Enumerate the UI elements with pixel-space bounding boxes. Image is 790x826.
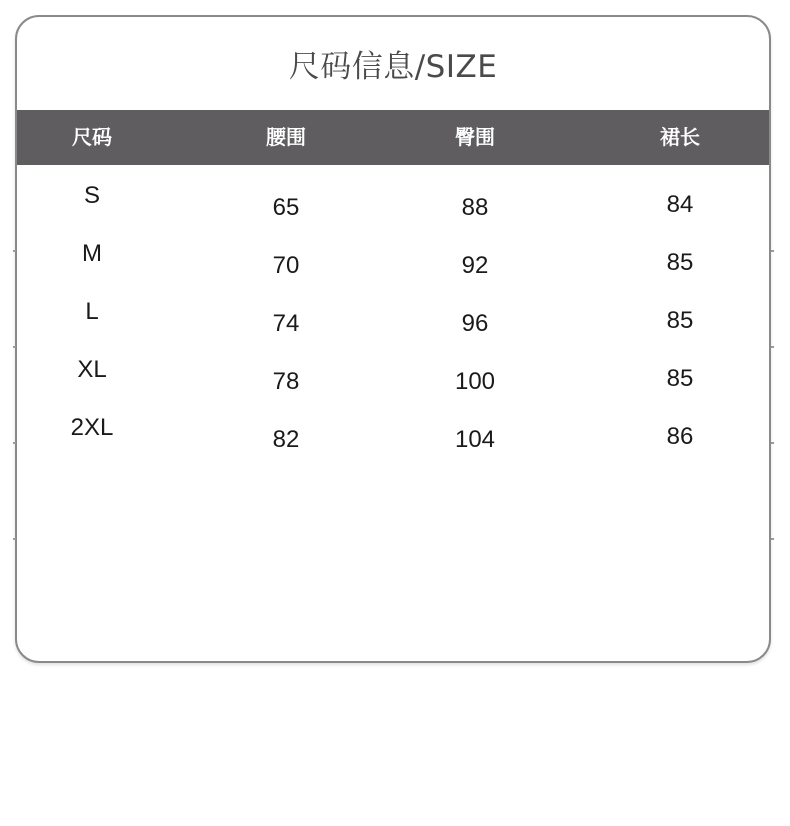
cell-size: S [83, 182, 100, 209]
cell-size: XL [77, 356, 107, 383]
cell-waist: 78 [272, 368, 300, 395]
table-row [17, 240, 769, 298]
edge-tick-mark [13, 442, 16, 444]
edge-tick-mark [771, 250, 774, 252]
edge-tick-mark [771, 346, 774, 348]
table-header-row [17, 110, 769, 165]
table-row [17, 182, 769, 240]
cell-hip: 104 [454, 426, 496, 453]
table-row [17, 298, 769, 356]
cell-size: L [85, 298, 99, 325]
cell-size: 2XL [70, 414, 114, 441]
cell-hip: 100 [454, 368, 496, 395]
cell-length: 85 [666, 249, 694, 276]
edge-tick-mark [771, 442, 774, 444]
column-header-hip: 臀围 [455, 125, 495, 149]
table-row [17, 414, 769, 472]
edge-tick-mark [13, 346, 16, 348]
size-chart-card [15, 15, 771, 663]
edge-tick-mark [13, 250, 16, 252]
cell-length: 85 [666, 307, 694, 334]
table-row [17, 356, 769, 414]
column-header-waist: 腰围 [266, 125, 306, 149]
cell-hip: 92 [461, 252, 489, 279]
cell-waist: 74 [272, 310, 300, 337]
cell-length: 84 [666, 191, 694, 218]
cell-hip: 88 [461, 194, 489, 221]
cell-length: 85 [666, 365, 694, 392]
cell-length: 86 [666, 423, 694, 450]
cell-waist: 65 [272, 194, 300, 221]
edge-tick-mark [771, 538, 774, 540]
cell-size: M [82, 240, 102, 267]
cell-waist: 70 [272, 252, 300, 279]
column-header-length: 裙长 [660, 125, 700, 149]
column-header-size: 尺码 [72, 125, 112, 149]
edge-tick-mark [13, 538, 16, 540]
cell-waist: 82 [272, 426, 300, 453]
cell-hip: 96 [461, 310, 489, 337]
size-chart-title: 尺码信息/SIZE [288, 49, 498, 85]
